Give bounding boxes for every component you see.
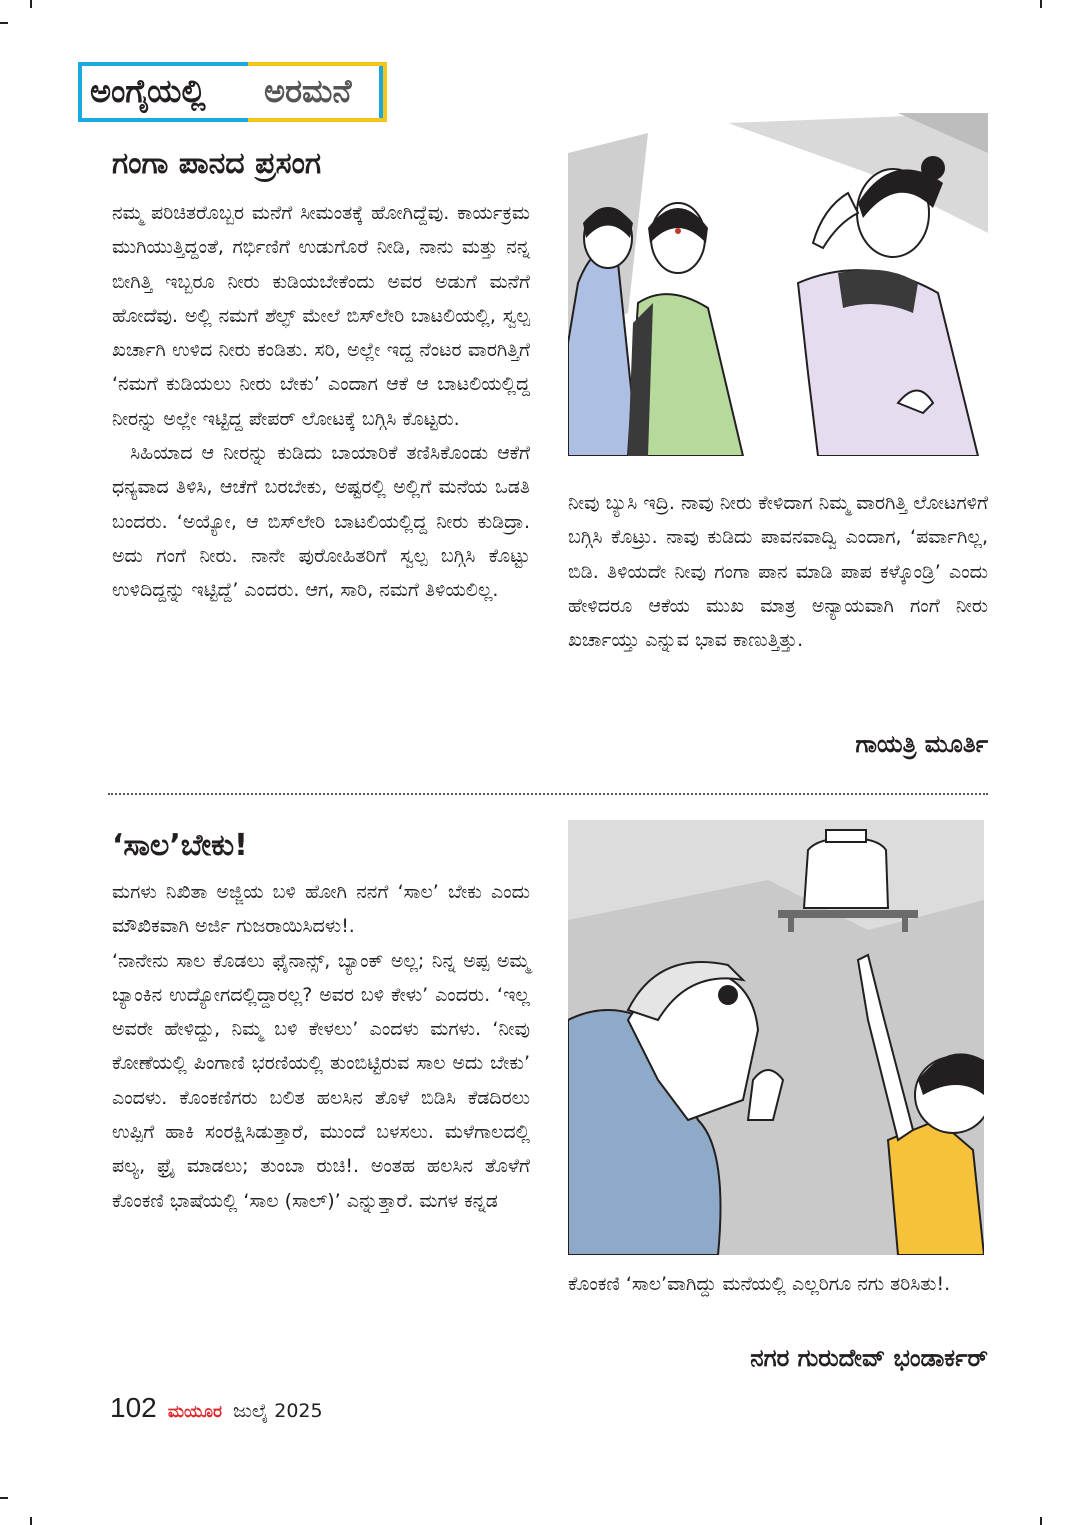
story1-left-column	[112, 196, 530, 608]
story2-paragraph: ‘ನಾನೇನು ಸಾಲ ಕೊಡಲು ಫೈನಾನ್ಸ್, ಬ್ಯಾಂಕ್ ಅಲ್ಲ; ನಿನ್ನ ಅಪ್ಪ ಅಮ್ಮ ಬ್ಯಾಂಕಿನ ಉದ್ಯೋಗದಲ್ಲಿದ್ದಾರಲ್ಲ? ಅವರ ಬಳಿ ಕೇಳು’ ಎಂದರು. ‘ಇಲ್ಲ ಅವರೇ ಹೇಳಿದ್ದು, ನಿಮ್ಮ ಬಳಿ ಕೇಳಲು’ ಎಂದಳು ಮಗಳು. ‘ನೀವು ಕೋಣೆಯಲ್ಲಿ ಪಿಂಗಾಣಿ ಭರಣಿಯಲ್ಲಿ ತುಂಬಿಟ್ಟಿರುವ ಸಾಲ ಅದು ಬೇಕು’ ಎಂದಳು. ಕೊಂಕಣಿಗರು ಬಲಿತ ಹಲಸಿನ ತೊಳೆ ಬಿಡಿಸಿ ಕೆಡದಿರಲು ಉಪ್ಪಿಗೆ ಹಾಕಿ ಸಂರಕ್ಷಿಸಿಡುತ್ತಾರೆ, ಮುಂದೆ ಬಳಸಲು. ಮಳೆಗಾಲದಲ್ಲಿ ಪಲ್ಯ, ಫ್ರೈ ಮಾಡಲು; ತುಂಬಾ ರುಚಿ!. ಅಂತಹ ಹಲಸಿನ ತೊಳೆಗೆ ಕೊಂಕಣಿ ಭಾಷೆಯಲ್ಲಿ ‘ಸಾಲ (ಸಾಲ್)’ ಎನ್ನುತ್ತಾರೆ. ಮಗಳ ಕನ್ನಡ	[112, 949, 530, 1212]
crop-mark	[0, 22, 8, 24]
page-footer	[110, 1392, 323, 1424]
story1-right-column	[568, 486, 988, 657]
story2-author: ನಗರ ಗುರುದೇವ್ ಭಂಡಾರ್ಕರ್	[750, 1344, 988, 1372]
crop-mark	[30, 0, 32, 8]
story2-title: ‘ಸಾಲ’ಬೇಕು!	[112, 828, 248, 863]
column-header-dark-text: ಅಂಗೈಯಲ್ಲಿ	[90, 72, 206, 110]
story2-paragraph: ಮಗಳು ನಿಖಿತಾ ಅಜ್ಜಿಯ ಬಳಿ ಹೋಗಿ ನನಗೆ ‘ಸಾಲ’ ಬೇಕು ಎಂದು ಮೌಖಿಕವಾಗಿ ಅರ್ಜಿ ಗುಜರಾಯಿಸಿದಳು!.	[112, 881, 530, 938]
crop-mark	[1040, 1517, 1042, 1525]
issue-date: ಜುಲೈ 2025	[233, 1400, 323, 1422]
grandmother-child-drawing	[568, 820, 984, 1255]
crop-mark	[0, 1497, 8, 1499]
story-divider	[108, 793, 988, 795]
story2-paragraph: ಕೊಂಕಣಿ ‘ಸಾಲ’ವಾಗಿದ್ದು ಮನೆಯಲ್ಲಿ ಎಲ್ಲರಿಗೂ ನಗು ತರಿಸಿತು!.	[568, 1273, 951, 1295]
column-header-light-text: ಅರಮನೆ	[264, 72, 352, 110]
story2-right-column	[568, 1267, 988, 1301]
page-number: 102	[110, 1392, 157, 1423]
crop-mark	[30, 1517, 32, 1525]
column-header	[78, 62, 383, 122]
three-women-drawing	[568, 113, 988, 456]
story2-left-column	[112, 875, 530, 1218]
story1-paragraph: ನಮ್ಮ ಪರಿಚಿತರೊಬ್ಬರ ಮನೆಗೆ ಸೀಮಂತಕ್ಕೆ ಹೋಗಿದ್ದೆವು. ಕಾರ್ಯಕ್ರಮ ಮುಗಿಯುತ್ತಿದ್ದಂತೆ, ಗರ್ಭಿಣಿಗೆ ಉಡುಗೊರೆ ನೀಡಿ, ನಾನು ಮತ್ತು ನನ್ನ ಬೀಗಿತ್ತಿ ಇಬ್ಬರೂ ನೀರು ಕುಡಿಯಬೇಕೆಂದು ಅವರ ಅಡುಗೆ ಮನೆಗೆ ಹೋದೆವು. ಅಲ್ಲಿ ನಮಗೆ ಶೆಲ್ಫ್ ಮೇಲೆ ಬಿಸ್‌ಲೇರಿ ಬಾಟಲಿಯಲ್ಲಿ, ಸ್ವಲ್ಪ ಖರ್ಚಾಗಿ ಉಳಿದ ನೀರು ಕಂಡಿತು. ಸರಿ, ಅಲ್ಲೇ ಇದ್ದ ನೆಂಟರ ವಾರಗಿತ್ತಿಗೆ ‘ನಮಗೆ ಕುಡಿಯಲು ನೀರು ಬೇಕು’ ಎಂದಾಗ ಆಕೆ ಆ ಬಾಟಲಿಯಲ್ಲಿದ್ದ ನೀರನ್ನು ಅಲ್ಲೇ ಇಟ್ಟಿದ್ದ ಪೇಪರ್ ಲೋಟಕ್ಕೆ ಬಗ್ಗಿಸಿ ಕೊಟ್ಟರು.	[112, 202, 530, 430]
grandmother-child-jar-illustration	[568, 820, 984, 1255]
story1-paragraph: ಸಿಹಿಯಾದ ಆ ನೀರನ್ನು ಕುಡಿದು ಬಾಯಾರಿಕೆ ತಣಿಸಿಕೊಂಡು ಆಕೆಗೆ ಧನ್ಯವಾದ ತಿಳಿಸಿ, ಆಚೆಗೆ ಬರಬೇಕು, ಅಷ್ಟರಲ್ಲಿ ಅಲ್ಲಿಗೆ ಮನೆಯ ಒಡತಿ ಬಂದರು. ‘ಅಯ್ಯೋ, ಆ ಬಿಸ್‌ಲೇರಿ ಬಾಟಲಿಯಲ್ಲಿದ್ದ ನೀರು ಕುಡಿದ್ರಾ. ಅದು ಗಂಗೆ ನೀರು. ನಾನೇ ಪುರೋಹಿತರಿಗೆ ಸ್ವಲ್ಪ ಬಗ್ಗಿಸಿ ಕೊಟ್ಟು ಉಳಿದಿದ್ದನ್ನು ಇಟ್ಟಿದ್ದೆ’ ಎಂದರು. ಆಗ, ಸಾರಿ, ನಮಗೆ ತಿಳಿಯಲಿಲ್ಲ.	[112, 442, 530, 602]
story1-author: ಗಾಯತ್ರಿ ಮೂರ್ತಿ	[855, 730, 988, 758]
magazine-logo: ಮಯೂರ	[167, 1402, 223, 1422]
three-women-illustration	[568, 113, 988, 456]
story1-paragraph: ನೀವು ಬ್ಯುಸಿ ಇದ್ರಿ. ನಾವು ನೀರು ಕೇಳಿದಾಗ ನಿಮ್ಮ ವಾರಗಿತ್ತಿ ಲೋಟಗಳಿಗೆ ಬಗ್ಗಿಸಿ ಕೊಟ್ರು. ನಾವು ಕುಡಿದು ಪಾವನವಾದ್ವಿ ಎಂದಾಗ, ‘ಪರ್ವಾಗಿಲ್ಲ, ಬಿಡಿ. ತಿಳಿಯದೇ ನೀವು ಗಂಗಾ ಪಾನ ಮಾಡಿ ಪಾಪ ಕಳ್ಕೊಂಡ್ರಿ’ ಎಂದು ಹೇಳಿದರೂ ಆಕೆಯ ಮುಖ ಮಾತ್ರ ಅನ್ಯಾಯವಾಗಿ ಗಂಗೆ ನೀರು ಖರ್ಚಾಯ್ತು ಎನ್ನುವ ಭಾವ ಕಾಣುತ್ತಿತ್ತು.	[568, 492, 988, 652]
crop-mark	[1040, 0, 1042, 8]
story1-title: ಗಂಗಾ ಪಾನದ ಪ್ರಸಂಗ	[112, 146, 322, 181]
